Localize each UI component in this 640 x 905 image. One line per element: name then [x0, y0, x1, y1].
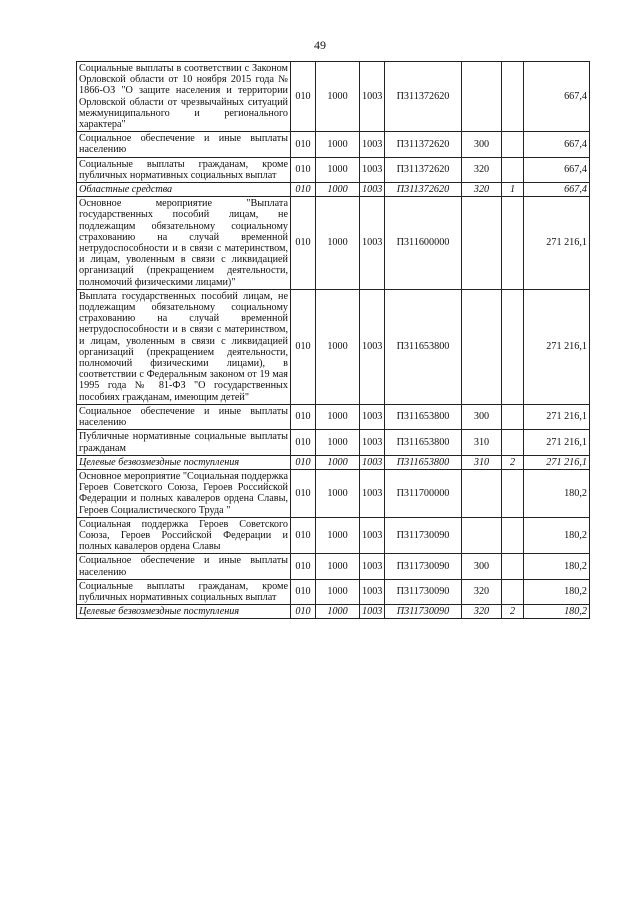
row-name: Социальное обеспечение и иные выплаты населению [77, 132, 291, 157]
row-subsection-code: 1003 [360, 605, 385, 619]
table-row [77, 183, 590, 197]
row-section-code: 1000 [316, 197, 360, 290]
row-ministry-code: 010 [291, 157, 316, 182]
row-expense-type: 300 [462, 404, 502, 429]
row-funding-source: 2 [502, 605, 524, 619]
row-funding-source [502, 579, 524, 604]
row-expense-type: 300 [462, 132, 502, 157]
row-ministry-code: 010 [291, 289, 316, 404]
row-expense-type [462, 517, 502, 554]
row-subsection-code: 1003 [360, 579, 385, 604]
row-expense-type [462, 469, 502, 517]
row-amount: 271 216,1 [524, 404, 590, 429]
row-target-article: П311730090 [385, 517, 462, 554]
table-row [77, 157, 590, 182]
row-subsection-code: 1003 [360, 455, 385, 469]
row-amount: 667,4 [524, 157, 590, 182]
row-name: Основное мероприятие "Социальная поддержка Героев Советского Союза, Героев Российской Федерации и полных кавалеров ордена Славы, Героев Социалистического Труда " [77, 469, 291, 517]
row-section-code: 1000 [316, 157, 360, 182]
row-section-code: 1000 [316, 183, 360, 197]
row-name: Социальное обеспечение и иные выплаты населению [77, 404, 291, 429]
row-expense-type: 310 [462, 455, 502, 469]
row-ministry-code: 010 [291, 197, 316, 290]
table-row [77, 62, 590, 132]
table-row [77, 517, 590, 554]
table-row [77, 197, 590, 290]
row-amount: 180,2 [524, 579, 590, 604]
row-section-code: 1000 [316, 579, 360, 604]
table-row [77, 554, 590, 579]
row-subsection-code: 1003 [360, 430, 385, 455]
row-section-code: 1000 [316, 455, 360, 469]
row-ministry-code: 010 [291, 404, 316, 429]
budget-table [76, 61, 590, 619]
row-amount: 271 216,1 [524, 455, 590, 469]
row-amount: 271 216,1 [524, 289, 590, 404]
table-row [77, 430, 590, 455]
row-section-code: 1000 [316, 605, 360, 619]
row-name: Целевые безвозмездные поступления [77, 605, 291, 619]
row-name: Социальная поддержка Героев Советского Союза, Героев Российской Федерации и полных кавалеров ордена Славы [77, 517, 291, 554]
row-name: Целевые безвозмездные поступления [77, 455, 291, 469]
table-row [77, 579, 590, 604]
row-subsection-code: 1003 [360, 289, 385, 404]
row-funding-source [502, 554, 524, 579]
row-section-code: 1000 [316, 132, 360, 157]
row-funding-source: 1 [502, 183, 524, 197]
row-expense-type: 320 [462, 605, 502, 619]
row-name: Публичные нормативные социальные выплаты гражданам [77, 430, 291, 455]
row-subsection-code: 1003 [360, 62, 385, 132]
row-section-code: 1000 [316, 62, 360, 132]
row-funding-source [502, 404, 524, 429]
row-funding-source [502, 197, 524, 290]
row-expense-type: 320 [462, 579, 502, 604]
row-funding-source: 2 [502, 455, 524, 469]
row-subsection-code: 1003 [360, 554, 385, 579]
row-target-article: П311653800 [385, 455, 462, 469]
row-ministry-code: 010 [291, 183, 316, 197]
row-funding-source [502, 132, 524, 157]
row-section-code: 1000 [316, 430, 360, 455]
row-name: Выплата государственных пособий лицам, не подлежащим обязательному социальному страхованию на случай временной нетрудоспособности и в связи с материнством, и лицам, уволенным в связи с ликвидацией организаций (прекращением деятельности, полномочий физическими лицами), в соответствии с Федеральным законом от 19 мая 1995 года № 81-ФЗ "О государственных пособиях гражданам, имеющим детей" [77, 289, 291, 404]
row-amount: 667,4 [524, 132, 590, 157]
row-name: Областные средства [77, 183, 291, 197]
table-row [77, 289, 590, 404]
row-funding-source [502, 430, 524, 455]
row-funding-source [502, 157, 524, 182]
row-amount: 180,2 [524, 554, 590, 579]
table-row [77, 469, 590, 517]
table-row [77, 132, 590, 157]
row-target-article: П311700000 [385, 469, 462, 517]
row-funding-source [502, 289, 524, 404]
row-subsection-code: 1003 [360, 132, 385, 157]
row-funding-source [502, 62, 524, 132]
row-target-article: П311372620 [385, 183, 462, 197]
row-subsection-code: 1003 [360, 157, 385, 182]
row-subsection-code: 1003 [360, 197, 385, 290]
row-section-code: 1000 [316, 554, 360, 579]
row-subsection-code: 1003 [360, 404, 385, 429]
row-amount: 180,2 [524, 469, 590, 517]
row-ministry-code: 010 [291, 62, 316, 132]
row-ministry-code: 010 [291, 132, 316, 157]
row-subsection-code: 1003 [360, 517, 385, 554]
row-ministry-code: 010 [291, 579, 316, 604]
row-funding-source [502, 517, 524, 554]
row-target-article: П311600000 [385, 197, 462, 290]
row-section-code: 1000 [316, 289, 360, 404]
row-amount: 271 216,1 [524, 197, 590, 290]
row-subsection-code: 1003 [360, 183, 385, 197]
row-expense-type [462, 62, 502, 132]
row-amount: 180,2 [524, 517, 590, 554]
row-name: Социальные выплаты в соответствии с Законом Орловской области от 10 ноября 2015 года № 1866-ОЗ "О защите населения и территории Орловской области от чрезвычайных ситуаций межмуниципального и регионального характера" [77, 62, 291, 132]
row-target-article: П311730090 [385, 579, 462, 604]
row-ministry-code: 010 [291, 430, 316, 455]
row-amount: 667,4 [524, 183, 590, 197]
row-amount: 180,2 [524, 605, 590, 619]
table-row [77, 605, 590, 619]
row-ministry-code: 010 [291, 469, 316, 517]
row-name: Основное мероприятие "Выплата государственных пособий лицам, не подлежащим обязательному социальному страхованию на случай временной нетрудоспособности и в связи с материнством, и лицам, уволенным в связи с ликвидацией организаций (прекращением деятельности, полномочий физическими лицами)" [77, 197, 291, 290]
row-ministry-code: 010 [291, 605, 316, 619]
table-row [77, 404, 590, 429]
row-amount: 667,4 [524, 62, 590, 132]
table-body [77, 62, 590, 619]
row-target-article: П311730090 [385, 554, 462, 579]
row-expense-type: 320 [462, 183, 502, 197]
row-ministry-code: 010 [291, 517, 316, 554]
row-target-article: П311372620 [385, 157, 462, 182]
row-expense-type: 300 [462, 554, 502, 579]
row-section-code: 1000 [316, 469, 360, 517]
row-expense-type: 320 [462, 157, 502, 182]
row-ministry-code: 010 [291, 455, 316, 469]
row-name: Социальные выплаты гражданам, кроме публичных нормативных социальных выплат [77, 157, 291, 182]
row-amount: 271 216,1 [524, 430, 590, 455]
row-name: Социальные выплаты гражданам, кроме публичных нормативных социальных выплат [77, 579, 291, 604]
row-ministry-code: 010 [291, 554, 316, 579]
row-target-article: П311653800 [385, 289, 462, 404]
row-name: Социальное обеспечение и иные выплаты населению [77, 554, 291, 579]
page-number: 49 [314, 38, 326, 52]
row-funding-source [502, 469, 524, 517]
row-section-code: 1000 [316, 517, 360, 554]
row-target-article: П311372620 [385, 132, 462, 157]
row-expense-type [462, 289, 502, 404]
row-expense-type [462, 197, 502, 290]
row-section-code: 1000 [316, 404, 360, 429]
row-expense-type: 310 [462, 430, 502, 455]
row-target-article: П311653800 [385, 404, 462, 429]
row-target-article: П311372620 [385, 62, 462, 132]
row-target-article: П311730090 [385, 605, 462, 619]
row-target-article: П311653800 [385, 430, 462, 455]
table-row [77, 455, 590, 469]
row-subsection-code: 1003 [360, 469, 385, 517]
